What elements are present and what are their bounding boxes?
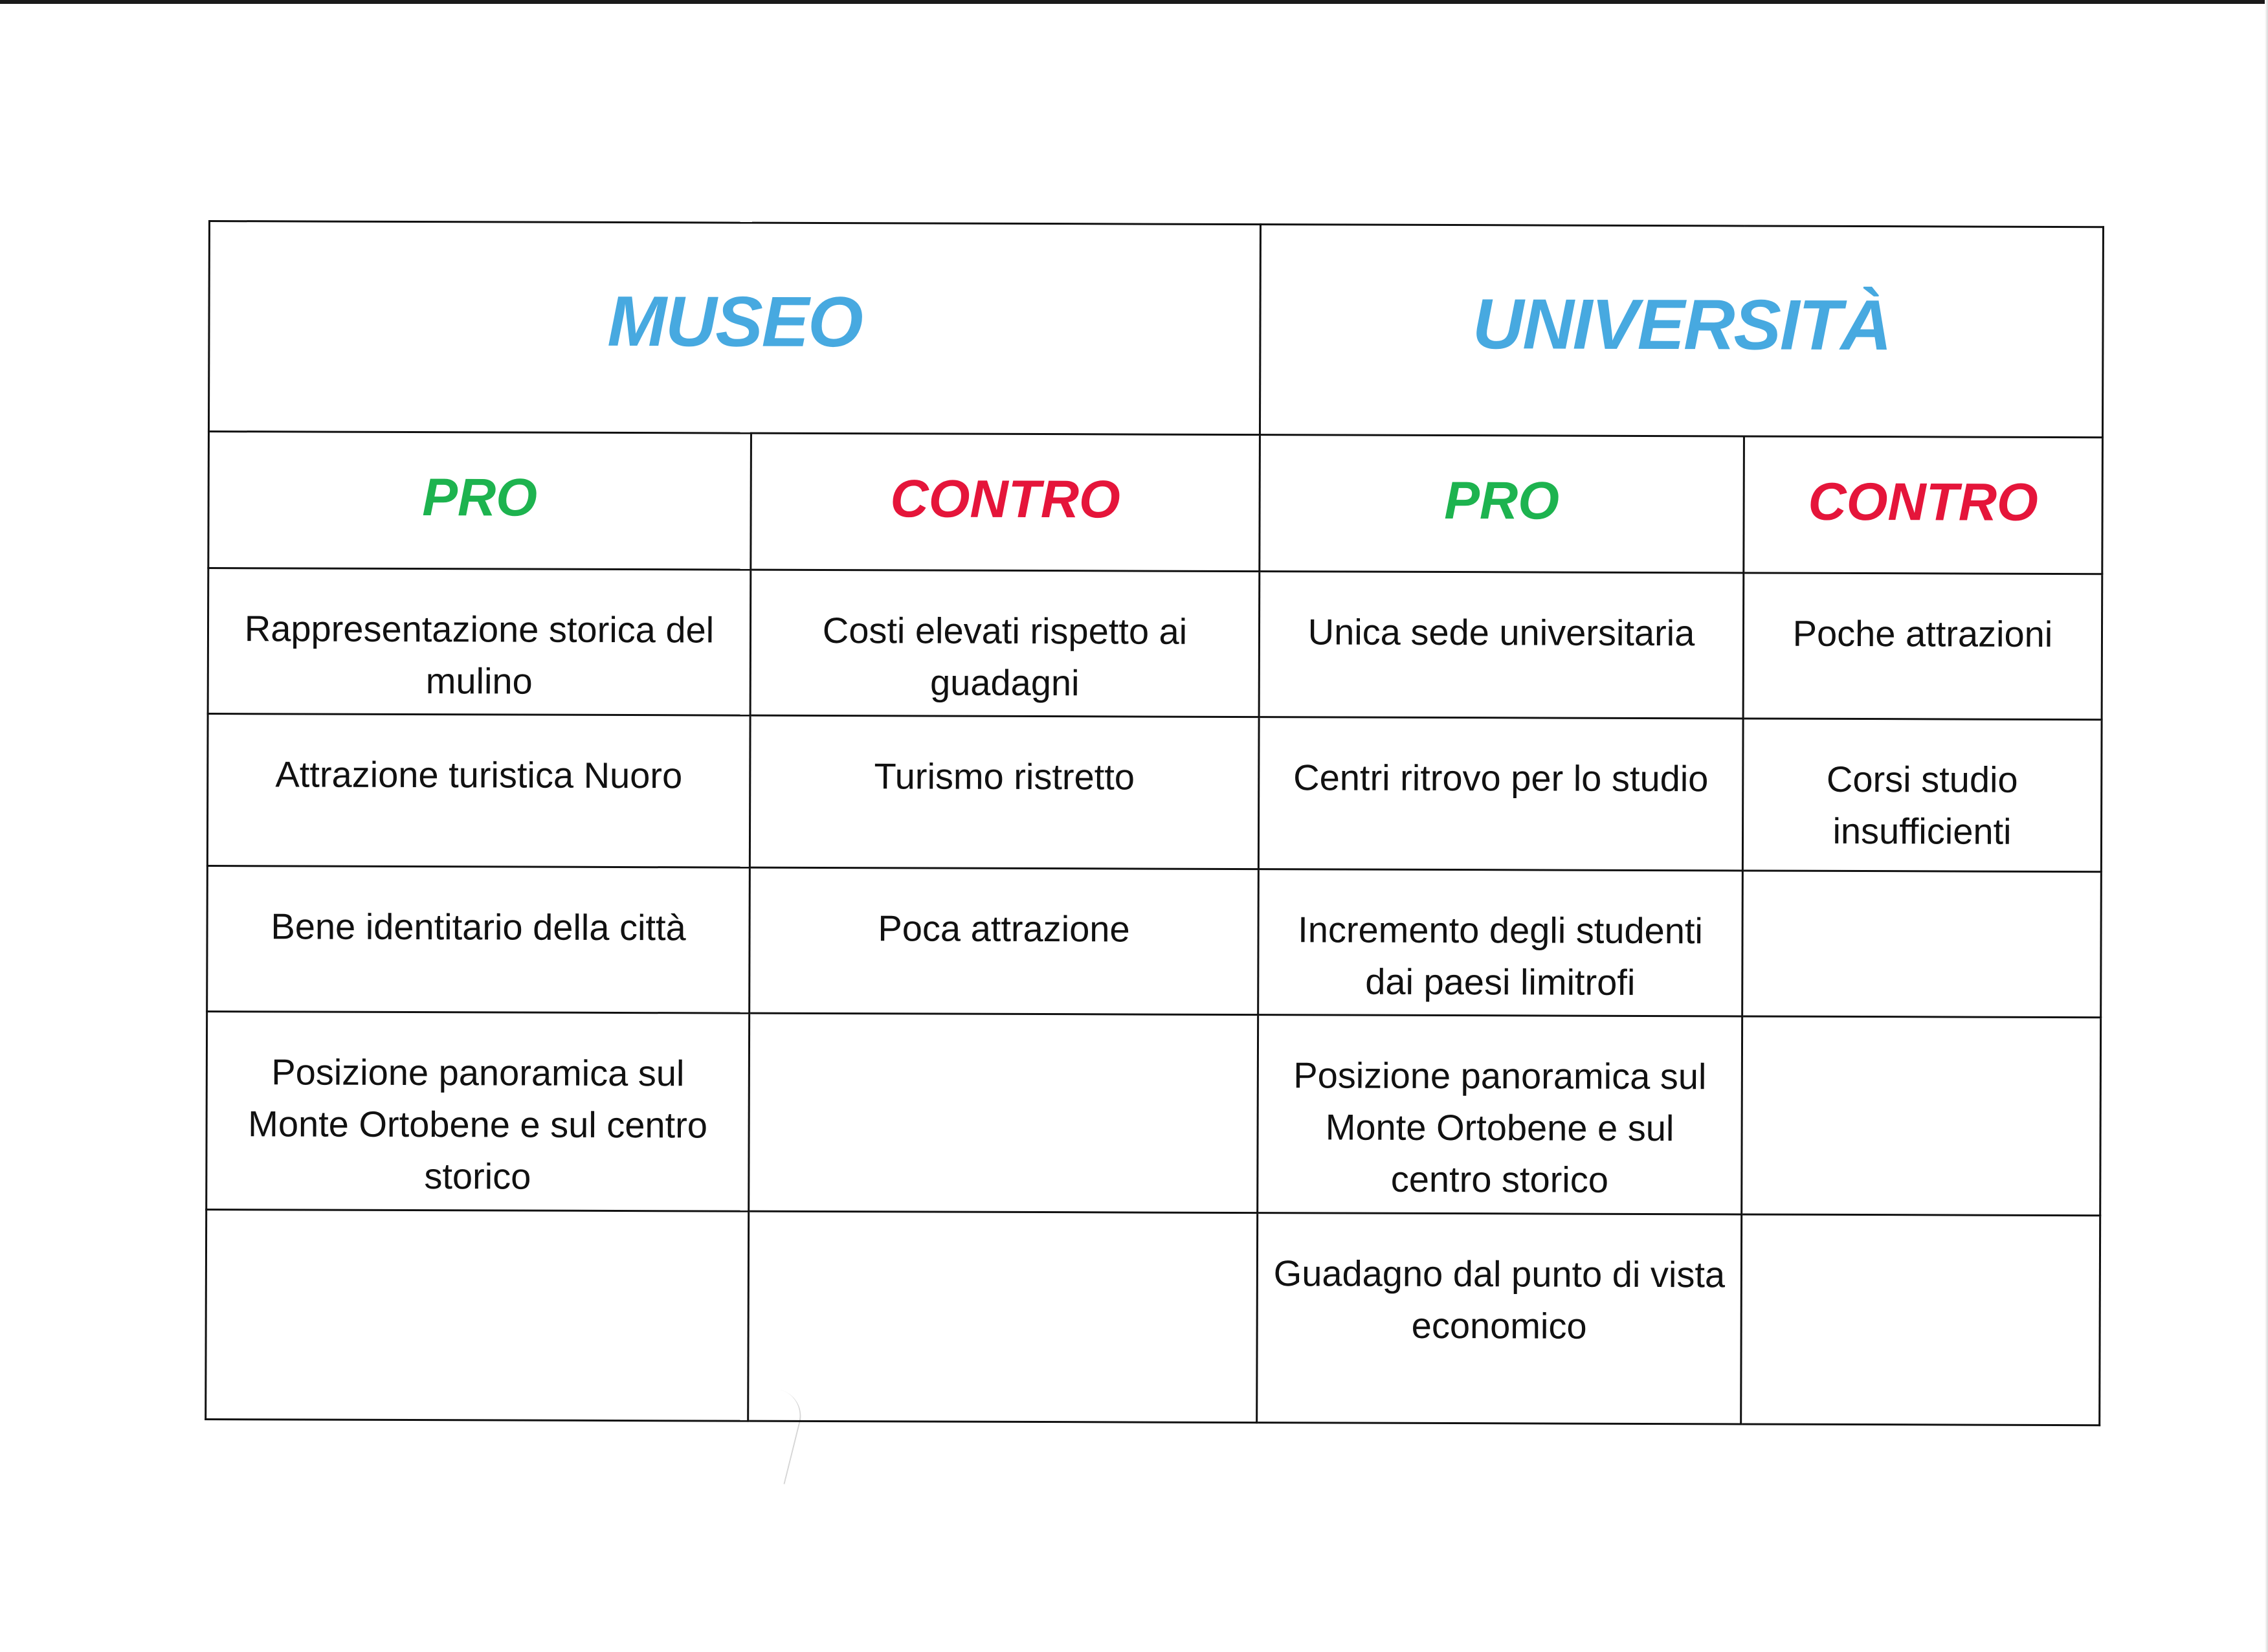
universita-pro-cell — [1257, 1212, 1742, 1424]
cell-text: Unica sede universitaria — [1307, 610, 1695, 653]
column-header-row — [208, 432, 2103, 574]
table-row — [206, 1209, 2100, 1425]
contro-label: CONTRO — [890, 469, 1120, 530]
pro-contro-sheet — [205, 220, 2102, 1426]
cell-text: Guadagno dal punto di vista economico — [1273, 1252, 1726, 1346]
universita-contro-cell — [1742, 871, 2102, 1018]
table-row — [207, 713, 2102, 871]
universita-pro-header — [1260, 435, 1744, 573]
cell-text: Incremento degli studenti dai paesi limitrofi — [1298, 909, 1704, 1003]
cell-text: Poca attrazione — [878, 908, 1130, 950]
cell-text: Centri ritrovo per lo studio — [1293, 757, 1709, 799]
cell-text: Turismo ristretto — [874, 755, 1135, 798]
museo-contro-header — [751, 433, 1260, 571]
cell-text: Posizione panoramica sul Monte Ortobene e sul centro storico — [1293, 1055, 1707, 1201]
contro-label: CONTRO — [1808, 472, 2038, 532]
museo-pro-cell — [207, 713, 750, 867]
museo-pro-header — [208, 432, 751, 570]
universita-contro-cell — [1741, 1214, 2100, 1425]
table-row — [208, 568, 2102, 719]
pro-label: PRO — [422, 467, 538, 528]
museo-contro-cell — [750, 867, 1259, 1015]
universita-contro-header — [1744, 436, 2103, 574]
group-header-row — [208, 221, 2103, 438]
museo-title: MUSEO — [607, 282, 862, 363]
museo-contro-cell — [749, 1013, 1258, 1212]
universita-pro-cell — [1258, 869, 1743, 1017]
universita-title: UNIVERSITÀ — [1472, 284, 1891, 366]
universita-pro-cell — [1259, 571, 1744, 719]
pro-label: PRO — [1444, 471, 1560, 531]
cell-text: Poche attrazioni — [1792, 612, 2053, 654]
cell-text: Posizione panoramica sul Monte Ortobene e sul centro storico — [248, 1051, 708, 1197]
universita-contro-cell — [1743, 573, 2102, 720]
universita-pro-cell — [1258, 717, 1743, 871]
cell-text: Attrazione turistica Nuoro — [275, 753, 683, 796]
universita-contro-cell — [1742, 719, 2102, 872]
table-row — [207, 866, 2102, 1018]
cell-text: Costi elevati rispetto ai guadagni — [822, 609, 1188, 703]
group-header-universita — [1260, 225, 2103, 438]
cell-text: Rappresentazione storica del mulino — [244, 607, 715, 702]
museo-contro-cell — [750, 715, 1259, 869]
museo-pro-cell — [207, 866, 750, 1014]
universita-pro-cell — [1258, 1015, 1742, 1214]
table-row — [206, 1012, 2101, 1216]
museo-pro-cell — [206, 1209, 749, 1421]
scan-right-edge — [2265, 0, 2268, 1652]
pro-contro-table — [205, 220, 2104, 1426]
museo-pro-cell — [208, 568, 751, 715]
museo-contro-cell — [748, 1211, 1258, 1423]
cell-text: Bene identitario della città — [271, 906, 686, 948]
cell-text: Corsi studio insufficienti — [1826, 758, 2018, 852]
universita-contro-cell — [1742, 1016, 2101, 1215]
museo-pro-cell — [206, 1012, 750, 1211]
group-header-museo — [208, 221, 1260, 435]
scan-top-edge — [0, 0, 2268, 4]
museo-contro-cell — [750, 570, 1260, 717]
